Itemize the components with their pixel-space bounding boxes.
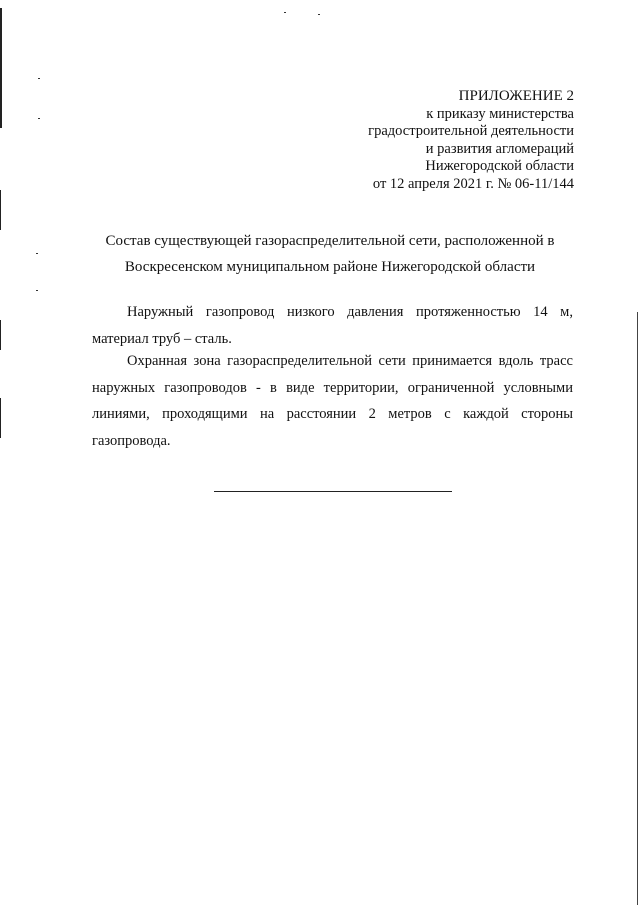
document-title bbox=[80, 228, 580, 280]
scan-edge-artifact bbox=[0, 8, 2, 128]
paragraph-pipeline: Наружный газопровод низкого давления протяженностью 14 м, материал труб – сталь. bbox=[92, 304, 573, 347]
closing-separator bbox=[214, 491, 452, 492]
scan-speck bbox=[36, 290, 38, 291]
scan-speck bbox=[36, 253, 38, 254]
scan-speck bbox=[284, 12, 286, 13]
scan-speck bbox=[38, 118, 40, 119]
scan-edge-artifact bbox=[0, 398, 1, 438]
scan-speck bbox=[318, 14, 320, 15]
appendix-line: к приказу министерства bbox=[426, 105, 574, 122]
paragraph-protection-zone: Охранная зона газораспределительной сети принимается вдоль трасс наружных газопроводов - в виде территории, ограниченной условными линиями, проходящими на расстоянии 2 метров с каждой стороны газопровода. bbox=[92, 353, 573, 449]
title-line: Воскресенском муниципальном районе Нижегородской области bbox=[124, 259, 536, 275]
scan-edge-artifact bbox=[0, 320, 1, 350]
scan-speck bbox=[38, 78, 40, 79]
appendix-line: и развития агломераций bbox=[425, 140, 574, 157]
appendix-date-number: от 12 апреля 2021 г. № 06-11/144 bbox=[372, 175, 574, 192]
appendix-line: Нижегородской области bbox=[425, 158, 574, 174]
scan-edge-artifact bbox=[637, 312, 638, 905]
title-line: Состав существующей газораспределительной сети, расположенной в bbox=[105, 233, 555, 249]
appendix-header bbox=[368, 88, 574, 193]
appendix-line: градостроительной деятельности bbox=[368, 123, 574, 139]
scan-edge-artifact bbox=[0, 190, 1, 230]
appendix-label: ПРИЛОЖЕНИЕ 2 bbox=[458, 88, 574, 104]
